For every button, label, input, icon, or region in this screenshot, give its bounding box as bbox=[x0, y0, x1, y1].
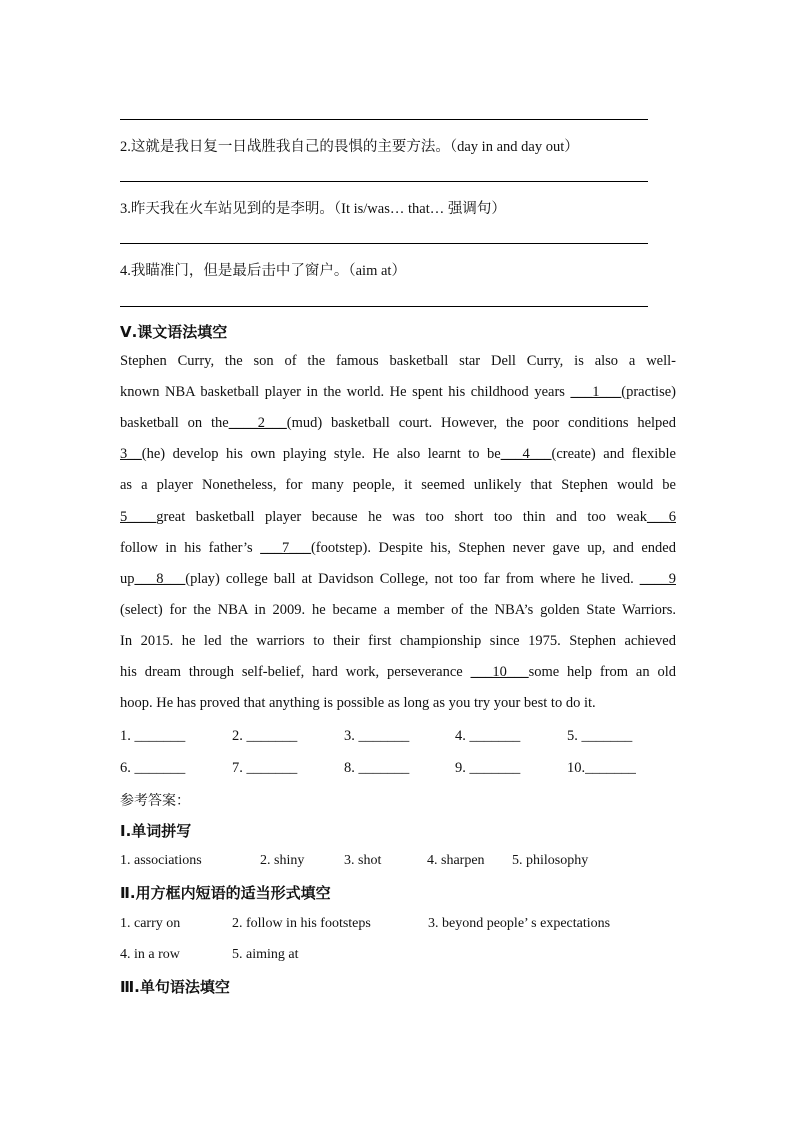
passage-text: follow in his father’s bbox=[120, 539, 261, 556]
passage-text: some help from an old bbox=[528, 664, 676, 680]
answer-blank: 1. _______ bbox=[120, 728, 186, 744]
blank-number: ___4___ bbox=[500, 446, 552, 463]
answer-blank: 7. _______ bbox=[232, 760, 298, 776]
answer-blank: 8. _______ bbox=[344, 760, 410, 776]
answer-item: 3. beyond people’ s expectations bbox=[428, 916, 611, 931]
answer-line bbox=[120, 306, 648, 307]
blank-number: 3__ bbox=[120, 446, 142, 463]
blank-number: ___7___ bbox=[260, 539, 311, 556]
answer-item: 2. shiny bbox=[260, 853, 305, 868]
passage-text: up bbox=[120, 570, 135, 587]
answer-item: 3. shot bbox=[344, 853, 382, 868]
answer-line bbox=[120, 181, 648, 182]
passage-text: his dream through self-belief, hard work, perseverance bbox=[120, 664, 471, 680]
passage-text: In 2015. he led the warriors to their first championship since 1975. Stephen achieved bbox=[120, 632, 676, 649]
blank-number: ____2___ bbox=[228, 415, 287, 432]
blank-number: ___10___ bbox=[470, 664, 529, 680]
blank-number: ___6 bbox=[647, 508, 676, 525]
passage-line bbox=[120, 664, 676, 681]
answer-item: 2. follow in his footsteps bbox=[232, 916, 371, 931]
translation-question-3: 3.昨天我在火车站见到的是李明。（It is/was… that… 强调句） bbox=[120, 201, 506, 217]
answer-item: 5. philosophy bbox=[512, 853, 589, 868]
passage-line bbox=[120, 571, 676, 588]
passage-text: (he) develop his own playing style. He also learnt to be bbox=[141, 446, 501, 463]
passage-text: (footstep). Despite his, Stephen never gave up, and ended bbox=[310, 539, 676, 556]
blank-number: ___1___ bbox=[570, 384, 622, 401]
answer-blank: 2. _______ bbox=[232, 728, 298, 744]
answer-item: 1. carry on bbox=[120, 916, 181, 931]
passage-line bbox=[120, 446, 676, 463]
passage-text: (create) and flexible bbox=[551, 446, 676, 463]
section-5-title: Ⅴ.课文语法填空 bbox=[120, 323, 228, 341]
translation-question-4: 4.我瞄准门，但是最后击中了窗户。（aim at） bbox=[120, 263, 406, 279]
answer-section-1-title: Ⅰ.单词拼写 bbox=[120, 822, 192, 840]
blank-number: ___8___ bbox=[134, 570, 186, 587]
answer-blank: 9. _______ bbox=[455, 760, 521, 776]
blank-number: 5____ bbox=[120, 508, 157, 525]
answer-blank: 5. _______ bbox=[567, 728, 633, 744]
blank-number: ____9 bbox=[639, 570, 676, 587]
answer-item: 4. in a row bbox=[120, 947, 180, 962]
answer-blank: 10._______ bbox=[567, 760, 636, 776]
answer-line bbox=[120, 243, 648, 244]
passage-text: hoop. He has proved that anything is possible as long as you try your best to do it. bbox=[120, 695, 596, 712]
answer-item: 5. aiming at bbox=[232, 947, 299, 962]
passage-text: known NBA basketball player in the world. He spent his childhood years bbox=[120, 384, 571, 401]
passage-line bbox=[120, 384, 676, 401]
passage-text: (play) college ball at Davidson College, not too far from where he lived. bbox=[185, 570, 640, 587]
passage-line bbox=[120, 353, 676, 370]
answer-key-title: 参考答案： bbox=[120, 794, 190, 809]
passage-line bbox=[120, 540, 676, 557]
passage-line bbox=[120, 695, 676, 712]
answer-blank: 4. _______ bbox=[455, 728, 521, 744]
passage-text: (practise) bbox=[621, 384, 676, 401]
passage-line bbox=[120, 602, 676, 619]
answer-blank: 3. _______ bbox=[344, 728, 410, 744]
passage-text: basketball on the bbox=[120, 415, 229, 432]
passage-line bbox=[120, 477, 676, 494]
passage-text: as a player Nonetheless, for many people, it seemed unlikely that Stephen would be bbox=[120, 477, 676, 494]
passage-text: (select) for the NBA in 2009. he became a member of the NBA’s golden State Warriors. bbox=[120, 601, 676, 618]
passage-text: (mud) basketball court. However, the poor conditions helped bbox=[286, 415, 676, 432]
answer-section-3-title: Ⅲ.单句语法填空 bbox=[120, 978, 230, 996]
passage-line bbox=[120, 633, 676, 650]
passage-line bbox=[120, 415, 676, 432]
passage-line bbox=[120, 509, 676, 526]
answer-section-2-title: Ⅱ.用方框内短语的适当形式填空 bbox=[120, 884, 331, 902]
passage-text: Stephen Curry, the son of the famous basketball star Dell Curry, is also a well- bbox=[120, 353, 676, 369]
answer-item: 1. associations bbox=[120, 853, 202, 868]
translation-question-2: 2.这就是我日复一日战胜我自己的畏惧的主要方法。（day in and day out） bbox=[120, 139, 579, 155]
answer-line bbox=[120, 119, 648, 120]
answer-blank: 6. _______ bbox=[120, 760, 186, 776]
answer-item: 4. sharpen bbox=[427, 853, 485, 868]
passage-text: great basketball player because he was too short too thin and too weak bbox=[156, 508, 647, 525]
